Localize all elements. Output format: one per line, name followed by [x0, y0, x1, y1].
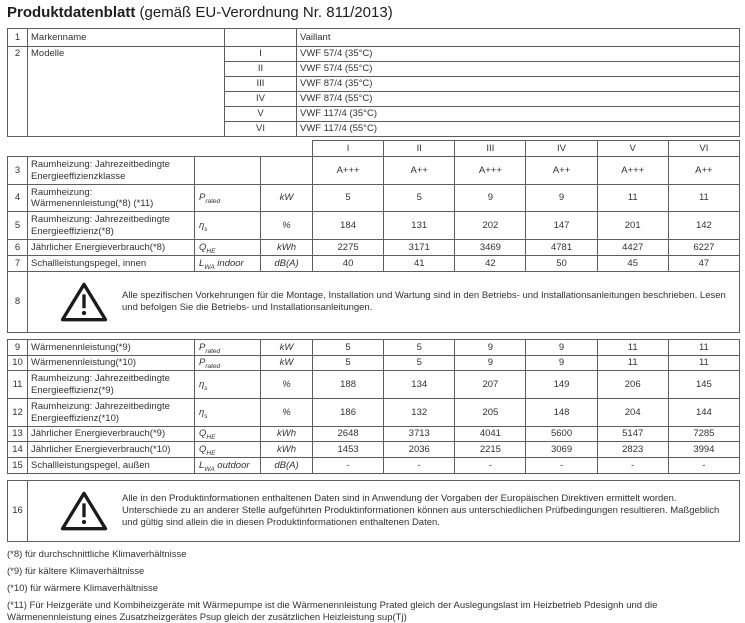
symbol-base: η [199, 219, 205, 231]
row-number: 7 [8, 256, 28, 272]
symbol-base: Q [199, 241, 207, 253]
main-table-lower [7, 339, 740, 474]
value-cell: 145 [668, 371, 739, 399]
value-cell: 5 [384, 185, 455, 212]
row-number: 6 [8, 240, 28, 256]
value-cell: 5 [313, 185, 384, 212]
table-row [8, 29, 740, 47]
column-header: II [384, 141, 455, 157]
warning-text: Alle in den Produktinformationen enthaltenen Daten sind in Anwendung der Vorgaben der Europäischen Direktiven ermittelt worden. Unterschiede zu an anderer Stelle aufgeführten Produktinformationen können aus unterschiedlichen Prüfbedingungen resultieren. Maßgeblich und gültig sind allein die in diesen Produktinformationen enthaltenen Daten. [122, 493, 720, 528]
row-number: 16 [8, 481, 28, 542]
value-cell: 7285 [668, 427, 739, 442]
unit-cell: kW [261, 340, 313, 356]
row-number: 13 [8, 427, 28, 442]
value-cell: 4427 [597, 240, 668, 256]
row-label: Jährlicher Energieverbrauch(*9) [28, 427, 195, 442]
footnotes [7, 549, 740, 623]
value-cell: A++ [526, 157, 597, 185]
row-label: Raumheizung: Jahrezeitbedingte Energieeffizienz(*10) [28, 399, 195, 427]
unit-cell: dB(A) [261, 458, 313, 474]
value-cell: 188 [313, 371, 384, 399]
unit-cell: kW [261, 356, 313, 371]
symbol-base: P [199, 192, 206, 204]
value-cell: 11 [597, 185, 668, 212]
value-cell: 201 [597, 212, 668, 240]
value-cell: 9 [526, 185, 597, 212]
value-cell: 2823 [597, 442, 668, 458]
value-cell: A++ [384, 157, 455, 185]
value-cell: - [384, 458, 455, 474]
symbol-sub: rated [205, 198, 221, 206]
warning-row [8, 272, 740, 333]
value-cell: 142 [668, 212, 739, 240]
row-number: 3 [8, 157, 28, 185]
value-cell: 186 [313, 399, 384, 427]
main-table-upper [7, 140, 740, 333]
model-numeral: VI [225, 122, 297, 137]
brand-models-table [7, 28, 740, 137]
value-cell: 11 [668, 356, 739, 371]
row-number: 8 [8, 272, 28, 333]
value-cell: - [526, 458, 597, 474]
value-cell: 131 [384, 212, 455, 240]
row-label: Modelle [28, 47, 225, 137]
value-cell: A+++ [455, 157, 526, 185]
symbol-cell [195, 212, 261, 240]
final-warning-table [7, 480, 740, 542]
warning-cell [28, 272, 740, 333]
row-label: Jährlicher Energieverbrauch(*10) [28, 442, 195, 458]
row-label: Wärmenennleistung(*9) [28, 340, 195, 356]
value-cell: 1453 [313, 442, 384, 458]
table-row [8, 157, 740, 185]
table-row [8, 427, 740, 442]
symbol-base: η [199, 378, 205, 390]
model-name: VWF 117/4 (55°C) [297, 122, 740, 137]
footnote: (*10) für wärmere Klimaverhältnisse [7, 582, 158, 594]
model-name: VWF 57/4 (55°C) [297, 62, 740, 77]
symbol-cell [195, 157, 261, 185]
model-numeral: V [225, 107, 297, 122]
row-number: 10 [8, 356, 28, 371]
row-label: Raumheizung: Jahrezeitbedingte Energieeffizienz(*8) [28, 212, 195, 240]
symbol-base: Q [199, 428, 207, 440]
row-number: 4 [8, 185, 28, 212]
row-number: 11 [8, 371, 28, 399]
value-cell: 204 [597, 399, 668, 427]
value-cell: 2215 [455, 442, 526, 458]
value-cell: 3171 [384, 240, 455, 256]
value-cell: 4041 [455, 427, 526, 442]
value-cell: 11 [597, 340, 668, 356]
value-cell: 134 [384, 371, 455, 399]
page-title [7, 4, 740, 21]
table-row [8, 458, 740, 474]
model-numeral: II [225, 62, 297, 77]
value-cell: 47 [668, 256, 739, 272]
value-cell: 5 [313, 340, 384, 356]
symbol-cell [195, 240, 261, 256]
value-cell: 2036 [384, 442, 455, 458]
value-cell: 11 [597, 356, 668, 371]
table-row [8, 47, 740, 62]
unit-cell: % [261, 212, 313, 240]
row-label: Raumheizung: Jahrezeitbedingte Energieeffizienzklasse [28, 157, 195, 185]
model-numeral: IV [225, 92, 297, 107]
warning-row [8, 481, 740, 542]
symbol-sub: HE [206, 247, 216, 255]
value-cell: A+++ [313, 157, 384, 185]
row-label: Wärmenennleistung(*10) [28, 356, 195, 371]
warning-icon [60, 281, 108, 323]
model-name: VWF 117/4 (35°C) [297, 107, 740, 122]
value-cell: 4781 [526, 240, 597, 256]
value-cell: 148 [526, 399, 597, 427]
value-cell: 45 [597, 256, 668, 272]
table-row [8, 371, 740, 399]
value-cell: - [455, 458, 526, 474]
symbol-suffix: indoor [214, 257, 244, 269]
value-cell: 5 [384, 340, 455, 356]
column-header: IV [526, 141, 597, 157]
value-cell: 3069 [526, 442, 597, 458]
value-cell: 5600 [526, 427, 597, 442]
table-row [8, 240, 740, 256]
brand-value: Vaillant [297, 29, 740, 47]
value-cell: 9 [526, 340, 597, 356]
unit-cell: kWh [261, 427, 313, 442]
row-label: Jährlicher Energieverbrauch(*8) [28, 240, 195, 256]
value-cell: 5147 [597, 427, 668, 442]
value-cell: 11 [668, 185, 739, 212]
value-cell: 184 [313, 212, 384, 240]
symbol-base: η [199, 406, 205, 418]
value-cell: 41 [384, 256, 455, 272]
row-number: 9 [8, 340, 28, 356]
symbol-cell [195, 442, 261, 458]
row-label: Schallleistungspegel, innen [28, 256, 195, 272]
column-header: III [455, 141, 526, 157]
symbol-sub: WA [204, 465, 215, 473]
value-cell: 3469 [455, 240, 526, 256]
symbol-cell [195, 427, 261, 442]
value-cell: 205 [455, 399, 526, 427]
model-numeral: I [225, 47, 297, 62]
column-header: V [597, 141, 668, 157]
value-cell: - [313, 458, 384, 474]
value-cell: 206 [597, 371, 668, 399]
empty-cell [225, 29, 297, 47]
symbol-cell [195, 356, 261, 371]
symbol-sub: rated [205, 347, 221, 355]
value-cell: 9 [455, 185, 526, 212]
value-cell: 9 [455, 356, 526, 371]
table-row [8, 212, 740, 240]
symbol-sub: rated [205, 363, 221, 371]
value-cell: 207 [455, 371, 526, 399]
symbol-sub: s [204, 412, 208, 420]
row-number: 14 [8, 442, 28, 458]
row-label: Schallleistungspegel, außen [28, 458, 195, 474]
column-header: I [313, 141, 384, 157]
symbol-cell [195, 185, 261, 212]
row-number: 12 [8, 399, 28, 427]
unit-cell: % [261, 371, 313, 399]
table-row [8, 442, 740, 458]
symbol-sub: s [204, 225, 208, 233]
table-row [8, 185, 740, 212]
warning-text: Alle spezifischen Vorkehrungen für die Montage, Installation und Wartung sind in den Betriebs- und Installationsanleitungen beschrieben. Lesen und befolgen Sie die Betriebs- und Installationsanleitungen. [122, 290, 726, 313]
table-row [8, 340, 740, 356]
table-row [8, 256, 740, 272]
title-suffix: (gemäß EU-Verordnung Nr. 811/2013) [135, 4, 393, 21]
value-cell: 11 [668, 340, 739, 356]
footnote: (*8) für durchschnittliche Klimaverhältnisse [7, 549, 187, 560]
symbol-base: P [199, 341, 206, 353]
value-cell: 9 [455, 340, 526, 356]
row-number: 5 [8, 212, 28, 240]
title-bold: Produktdatenblatt [7, 4, 136, 21]
value-cell: 149 [526, 371, 597, 399]
symbol-cell [195, 371, 261, 399]
warning-icon [60, 490, 108, 532]
symbol-base: Q [199, 443, 207, 455]
symbol-suffix: outdoor [214, 459, 250, 471]
symbol-sub: s [204, 384, 208, 392]
symbol-base: P [199, 357, 206, 369]
value-cell: 2648 [313, 427, 384, 442]
table-row [8, 399, 740, 427]
value-cell: 2275 [313, 240, 384, 256]
value-cell: 42 [455, 256, 526, 272]
row-label: Raumheizung: Jahrezeitbedingte Energieeffizienz(*9) [28, 371, 195, 399]
footnote: (*11) Für Heizgeräte und Kombiheizgeräte mit Wärmepumpe ist die Wärmenennleistung Prated gleich der Auslegungslast im Heizbetrieb Pdesignh und die Wärmenennleistung eines Zusatzheizgerätes Psup gleich der zusätzlichen Heizleistung sup(Tj) [7, 599, 658, 623]
value-cell: 132 [384, 399, 455, 427]
symbol-cell [195, 340, 261, 356]
header-spacer [8, 141, 313, 157]
symbol-base: L [199, 459, 205, 471]
value-cell: 5 [313, 356, 384, 371]
value-cell: 40 [313, 256, 384, 272]
warning-cell [28, 481, 740, 542]
symbol-sub: HE [206, 449, 216, 457]
value-cell: 3713 [384, 427, 455, 442]
value-cell: 6227 [668, 240, 739, 256]
value-cell: 3994 [668, 442, 739, 458]
symbol-base: L [199, 257, 205, 269]
table-row [8, 356, 740, 371]
unit-cell: kWh [261, 442, 313, 458]
symbol-cell [195, 399, 261, 427]
unit-cell: % [261, 399, 313, 427]
symbol-cell [195, 256, 261, 272]
row-number: 2 [8, 47, 28, 137]
footnote: (*9) für kältere Klimaverhältnisse [7, 565, 145, 577]
column-header: VI [668, 141, 739, 157]
symbol-sub: WA [204, 263, 215, 271]
value-cell: 147 [526, 212, 597, 240]
model-name: VWF 57/4 (35°C) [297, 47, 740, 62]
value-cell: - [597, 458, 668, 474]
value-cell: - [668, 458, 739, 474]
column-header-row [8, 141, 740, 157]
value-cell: A+++ [597, 157, 668, 185]
unit-cell: kW [261, 185, 313, 212]
row-label: Raumheizung: Wärmenennleistung(*8) (*11) [28, 185, 195, 212]
unit-cell [261, 157, 313, 185]
value-cell: 5 [384, 356, 455, 371]
symbol-sub: HE [206, 434, 216, 442]
value-cell: 202 [455, 212, 526, 240]
value-cell: 144 [668, 399, 739, 427]
row-number: 1 [8, 29, 28, 47]
row-label: Markenname [28, 29, 225, 47]
value-cell: 50 [526, 256, 597, 272]
value-cell: A++ [668, 157, 739, 185]
row-number: 15 [8, 458, 28, 474]
value-cell: 9 [526, 356, 597, 371]
model-name: VWF 87/4 (55°C) [297, 92, 740, 107]
symbol-cell [195, 458, 261, 474]
unit-cell: kWh [261, 240, 313, 256]
model-numeral: III [225, 77, 297, 92]
model-name: VWF 87/4 (35°C) [297, 77, 740, 92]
unit-cell: dB(A) [261, 256, 313, 272]
